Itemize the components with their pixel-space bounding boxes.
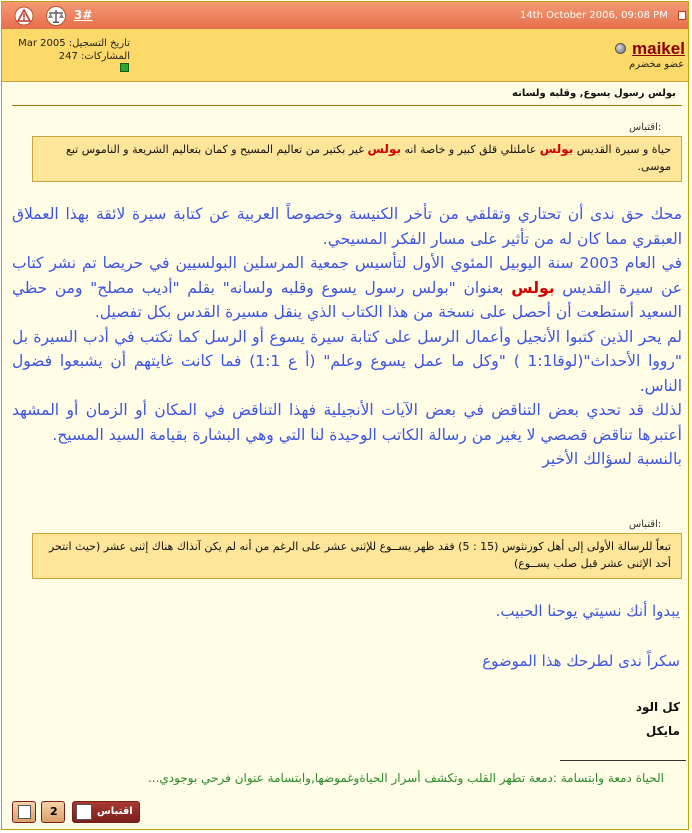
post-number-link[interactable]: 3# [74,8,93,22]
post-header [2,2,688,30]
quote-button-label: اقتباس [97,806,133,817]
quote-highlight: بولس [539,142,574,156]
quote-block [32,136,682,182]
quote-button[interactable] [72,801,140,823]
closing-line: كل الود [635,700,680,714]
body-highlight: بولس [511,278,555,297]
body-paragraph: لم يحر الذين كتبوا الأنجيل وأعمال الرسل على كتابة سيرة يسوع أو الرسل كما تكتب في أدب السيرة بل "رووا الأحداث"(لوقا1:1 ) "وكل ما عمل يسوع وعلم" (أ ع 1:1) فما كانت غايتهم أن يشبعوا فضول الناس. [12,327,682,395]
body-paragraph: لذلك قد تحدي بعض التناقض في بعض الآيات الأنجيلية فهذا التناقض في المكان أو الزمان أو المشهد أعتبرها تناقض قصصي لا يغير من رسالة الكاتب الوحيدة لنا التي وهي البشارة بقيامة السيد المسيح. [12,401,682,444]
body-paragraph: بالنسبة لسؤالك الأخير [542,450,682,468]
post-container [1,1,689,830]
quote-label: اقتباس: [629,122,662,133]
multiquote-count: 2 [50,805,58,818]
post-date: 14th October 2006, 09:08 PM [520,10,668,21]
body-line: يبدوا أنك نسيتي يوحنا الحبيب. [495,602,680,620]
multiquote-button[interactable] [41,801,65,823]
user-status-icon [615,43,626,54]
quote-icon [76,804,92,820]
join-date: تاريخ التسجيل: Mar 2005 [18,38,130,49]
quote-label: اقتباس: [629,519,662,530]
signature-divider [560,760,686,761]
user-info-bar [2,29,688,82]
body-line: سكراً ندى لطرحك هذا الموضوع [482,652,680,670]
post-body [12,202,682,472]
body-text: في العام 2003 سنة اليوبيل المئوي الأول لتأسيس جمعية المرسلين البولسيين في حريصا تم نشر كتاب عن سيرة القديس [12,254,682,297]
body-text: بعنوان "بولس رسول يسوع وقلبه ولسانه" بقلم "أديب مصلح" ومن حظي السعيد أستطعت أن أحصل على نسخة من هذا الكتاب الذي ينقل مسيرة القدس بكل تفصيل. [12,278,682,321]
quote-block: تبعاً للرسالة الأولى إلى أهل كورنثوس (15 : 5) فقد ظهر يســوع للإثنى عشر على الرغم من أنه لم يكن آنذاك هناك إثنى عشر (حيث انتحر أحد الإثنى عشر قبل صلب يســوع) [32,533,682,579]
post-title: بولس رسول يسوع, وقلبه ولسانه [512,88,676,99]
report-warning-icon[interactable] [14,6,34,26]
edit-post-button[interactable] [12,801,36,823]
online-status-icon [120,63,129,72]
quote-highlight: بولس [367,142,401,156]
body-paragraph: محك حق ندى أن تحتاري وتقلقي من تأخر الكنيسة وخصوصاً العربية عن كتابة سيرة لائقة بهذا العملاق العبقري مما كان له من تأثير على مسار الفكر المسيحي. [12,205,682,248]
author-signoff: مايكل [645,724,680,738]
post-count: المشاركات: 247 [58,51,130,62]
user-stats [12,37,130,63]
reputation-scale-icon[interactable] [45,6,67,26]
quote-text: عاملتلي قلق كبير و خاصة انه [400,143,540,156]
title-divider [12,105,682,106]
username-link[interactable]: maikel [632,39,685,58]
edit-icon [18,805,31,819]
quote-text: حياة و سيرة القديس [573,143,671,156]
body-paragraph [12,251,682,325]
quote-text: غير بكتير من تعاليم المسيح و كمان بتعاليم الشريعة و الناموس تبع موسى. [65,143,671,173]
post-page-icon [678,11,686,20]
user-rank: عضو مخضرم [629,59,685,70]
user-signature: الحياة دمعة وابتسامة :دمعة تطهر القلب وتكشف أسرار الحياةوغموضها,وابتسامة عنوان فرحي بوجودي... [147,771,664,785]
